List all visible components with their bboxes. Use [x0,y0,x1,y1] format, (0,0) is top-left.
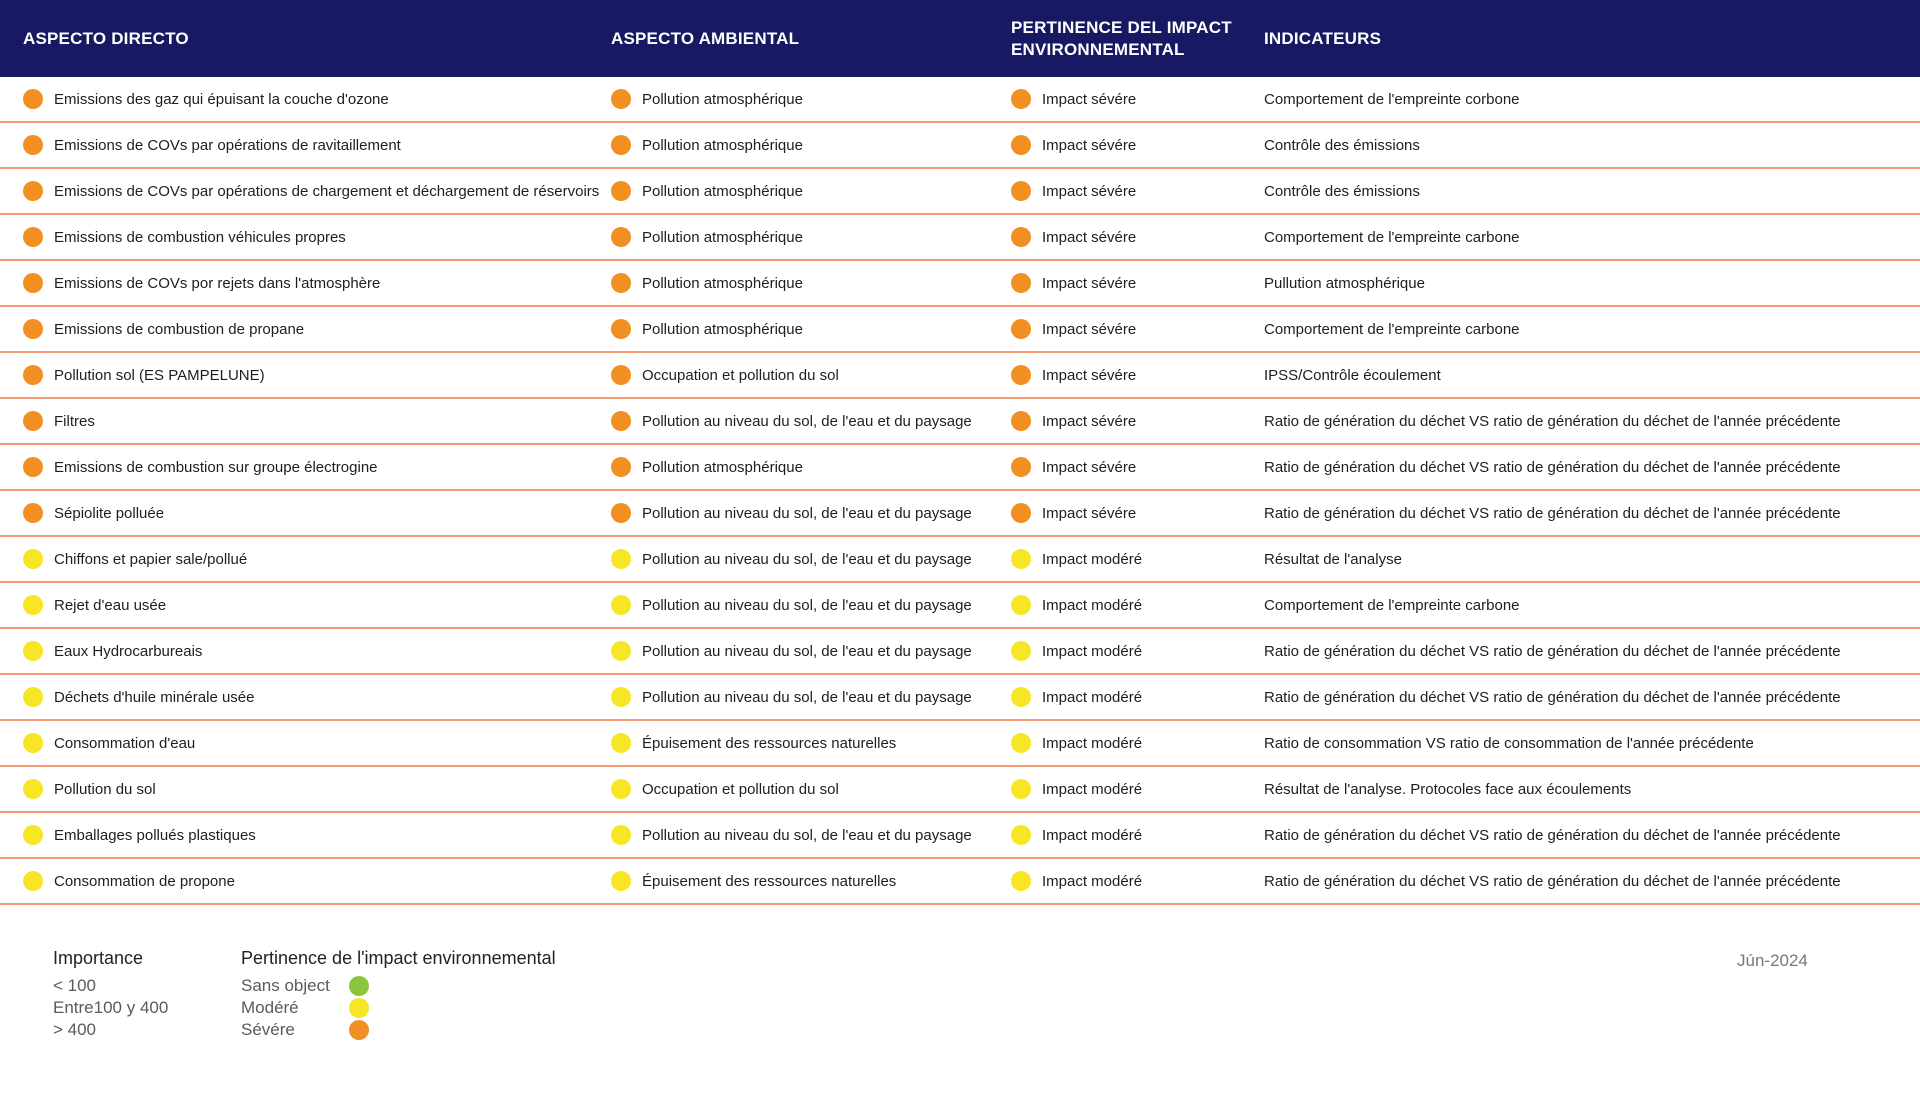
table-row [0,583,1920,629]
cell-aspecto-directo-text: Consommation de propone [54,872,235,890]
legend-pertinence-item [241,975,556,997]
cell-aspecto-directo [0,871,611,891]
cell-indicateur-text: Contrôle des émissions [1264,136,1420,154]
orange-dot-icon [1011,365,1031,385]
cell-pertinence [1011,181,1264,201]
table-row [0,169,1920,215]
legend-importance-item: < 100 [53,976,97,995]
yellow-dot-icon [23,549,43,569]
cell-indicateur [1264,735,1920,752]
yellow-dot-icon [1011,871,1031,891]
cell-pertinence [1011,273,1264,293]
cell-aspecto-directo [0,365,611,385]
cell-aspecto-ambiental [611,319,1011,339]
cell-pertinence-text: Impact sévére [1042,412,1137,430]
cell-indicateur [1264,137,1920,154]
cell-aspecto-directo [0,641,611,661]
cell-pertinence [1011,733,1264,753]
cell-aspecto-directo-text: Pollution du sol [54,780,156,798]
cell-indicateur-text: Résultat de l'analyse [1264,550,1402,568]
orange-dot-icon [1011,181,1031,201]
orange-dot-icon [611,365,631,385]
cell-aspecto-directo-text: Emballages pollués plastiques [54,826,256,844]
orange-dot-icon [611,503,631,523]
table-row [0,445,1920,491]
cell-indicateur [1264,827,1920,844]
orange-dot-icon [1011,135,1031,155]
yellow-dot-icon [611,549,631,569]
cell-pertinence [1011,503,1264,523]
cell-aspecto-ambiental [611,641,1011,661]
legend-importance-title: Importance [53,948,144,968]
cell-pertinence [1011,871,1264,891]
table-body [0,77,1920,905]
cell-aspecto-ambiental-text: Occupation et pollution du sol [642,780,839,798]
orange-dot-icon [349,1020,369,1040]
cell-aspecto-ambiental [611,687,1011,707]
cell-aspecto-ambiental-text: Épuisement des ressources naturelles [642,734,897,752]
table-row [0,307,1920,353]
cell-aspecto-directo-text: Pollution sol (ES PAMPELUNE) [54,366,265,384]
yellow-dot-icon [23,595,43,615]
yellow-dot-icon [1011,641,1031,661]
orange-dot-icon [23,503,43,523]
cell-indicateur-text: Résultat de l'analyse. Protocoles face aux écoulements [1264,780,1632,798]
cell-aspecto-ambiental [611,135,1011,155]
cell-indicateur-text: Comportement de l'empreinte carbone [1264,228,1520,246]
yellow-dot-icon [1011,825,1031,845]
cell-aspecto-directo-text: Rejet d'eau usée [54,596,167,614]
cell-indicateur [1264,597,1920,614]
cell-aspecto-directo [0,457,611,477]
cell-aspecto-ambiental-text: Pollution atmosphérique [642,90,803,108]
cell-indicateur-text: Comportement de l'empreinte corbone [1264,90,1520,108]
cell-aspecto-directo [0,733,611,753]
cell-aspecto-ambiental-text: Pollution atmosphérique [642,136,803,154]
cell-aspecto-ambiental [611,411,1011,431]
orange-dot-icon [611,227,631,247]
cell-aspecto-ambiental [611,779,1011,799]
cell-indicateur [1264,183,1920,200]
orange-dot-icon [611,181,631,201]
cell-pertinence-text: Impact modéré [1042,872,1143,890]
orange-dot-icon [611,135,631,155]
table-row [0,261,1920,307]
cell-indicateur-text: Ratio de consommation VS ratio de consommation de l'année précédente [1264,734,1754,752]
cell-aspecto-directo-text: Emissions de combustion sur groupe électrogine [54,458,378,476]
cell-pertinence-text: Impact sévére [1042,320,1137,338]
yellow-dot-icon [1011,595,1031,615]
cell-aspecto-directo-text: Emissions de combustion de propane [54,320,305,338]
cell-indicateur [1264,91,1920,108]
cell-aspecto-ambiental [611,227,1011,247]
cell-aspecto-directo [0,319,611,339]
yellow-dot-icon [23,687,43,707]
cell-aspecto-ambiental-text: Pollution au niveau du sol, de l'eau et du paysage [642,642,972,660]
cell-aspecto-ambiental-text: Pollution au niveau du sol, de l'eau et du paysage [642,412,972,430]
cell-indicateur [1264,873,1920,890]
cell-indicateur [1264,551,1920,568]
cell-aspecto-directo [0,135,611,155]
cell-aspecto-directo-text: Emissions des gaz qui épuisant la couche d'ozone [54,90,389,108]
orange-dot-icon [611,411,631,431]
cell-aspecto-directo [0,687,611,707]
cell-indicateur-text: Ratio de génération du déchet VS ratio de génération du déchet de l'année précédente [1264,826,1841,844]
cell-pertinence-text: Impact modéré [1042,734,1143,752]
table-row [0,399,1920,445]
header-indicateurs: INDICATEURS [1264,28,1382,48]
orange-dot-icon [23,411,43,431]
report-date: Jún-2024 [1737,951,1808,970]
cell-aspecto-ambiental [611,825,1011,845]
cell-aspecto-directo [0,89,611,109]
cell-pertinence-text: Impact modéré [1042,826,1143,844]
cell-indicateur-text: Comportement de l'empreinte carbone [1264,596,1520,614]
orange-dot-icon [23,181,43,201]
cell-aspecto-ambiental [611,457,1011,477]
cell-indicateur [1264,643,1920,660]
cell-indicateur [1264,229,1920,246]
yellow-dot-icon [23,871,43,891]
cell-aspecto-directo [0,595,611,615]
cell-aspecto-directo [0,825,611,845]
cell-pertinence [1011,687,1264,707]
header-pertinence-line1: PERTINENCE DEL IMPACT [1011,17,1232,37]
table-row [0,353,1920,399]
yellow-dot-icon [349,998,369,1018]
cell-aspecto-ambiental-text: Pollution atmosphérique [642,458,803,476]
cell-indicateur [1264,367,1920,384]
cell-pertinence-text: Impact sévére [1042,458,1137,476]
cell-aspecto-ambiental [611,365,1011,385]
cell-indicateur [1264,321,1920,338]
cell-aspecto-ambiental-text: Pollution au niveau du sol, de l'eau et du paysage [642,826,972,844]
cell-indicateur [1264,689,1920,706]
cell-pertinence [1011,825,1264,845]
yellow-dot-icon [23,641,43,661]
cell-indicateur-text: Ratio de génération du déchet VS ratio de génération du déchet de l'année précédente [1264,412,1841,430]
cell-indicateur-text: Comportement de l'empreinte carbone [1264,320,1520,338]
cell-pertinence-text: Impact modéré [1042,596,1143,614]
legend-importance-item: > 400 [53,1020,97,1039]
legend-pertinence-label: Modéré [241,998,299,1017]
table-row [0,77,1920,123]
orange-dot-icon [611,457,631,477]
orange-dot-icon [611,89,631,109]
yellow-dot-icon [23,779,43,799]
orange-dot-icon [1011,273,1031,293]
cell-pertinence-text: Impact sévére [1042,136,1137,154]
cell-pertinence [1011,457,1264,477]
cell-indicateur-text: Ratio de génération du déchet VS ratio de génération du déchet de l'année précédente [1264,688,1841,706]
cell-aspecto-directo-text: Emissions de combustion véhicules propres [54,228,346,246]
cell-aspecto-ambiental-text: Pollution au niveau du sol, de l'eau et du paysage [642,550,972,568]
legend-pertinence [241,948,556,1041]
cell-indicateur-text: Ratio de génération du déchet VS ratio de génération du déchet de l'année précédente [1264,642,1841,660]
cell-pertinence-text: Impact sévére [1042,504,1137,522]
cell-pertinence-text: Impact modéré [1042,550,1143,568]
orange-dot-icon [1011,503,1031,523]
cell-aspecto-directo [0,227,611,247]
orange-dot-icon [23,135,43,155]
table-header [0,0,1920,77]
cell-aspecto-ambiental-text: Pollution atmosphérique [642,320,803,338]
header-aspecto-directo: ASPECTO DIRECTO [23,28,189,48]
header-pertinence [1011,17,1264,61]
cell-indicateur-text: IPSS/Contrôle écoulement [1264,366,1441,384]
legend-pertinence-title: Pertinence de l'impact environnemental [241,948,556,968]
orange-dot-icon [23,273,43,293]
cell-aspecto-ambiental-text: Pollution atmosphérique [642,182,803,200]
cell-aspecto-ambiental [611,89,1011,109]
legend-importance [53,948,168,1041]
cell-pertinence-text: Impact modéré [1042,688,1143,706]
cell-aspecto-ambiental [611,181,1011,201]
cell-indicateur [1264,413,1920,430]
cell-aspecto-directo [0,181,611,201]
cell-pertinence [1011,779,1264,799]
cell-aspecto-directo [0,411,611,431]
legend-pertinence-label: Sans object [241,976,330,995]
yellow-dot-icon [1011,779,1031,799]
orange-dot-icon [611,273,631,293]
table-row [0,215,1920,261]
cell-aspecto-ambiental [611,595,1011,615]
table-row [0,629,1920,675]
orange-dot-icon [23,457,43,477]
cell-pertinence [1011,595,1264,615]
table-row [0,813,1920,859]
cell-aspecto-directo-text: Sépiolite polluée [54,504,165,522]
cell-pertinence-text: Impact sévére [1042,182,1137,200]
yellow-dot-icon [611,825,631,845]
cell-pertinence-text: Impact modéré [1042,642,1143,660]
cell-aspecto-ambiental-text: Pollution atmosphérique [642,228,803,246]
cell-indicateur-text: Ratio de génération du déchet VS ratio de génération du déchet de l'année précédente [1264,872,1841,890]
cell-indicateur [1264,275,1920,292]
cell-aspecto-ambiental-text: Pollution au niveau du sol, de l'eau et du paysage [642,688,972,706]
orange-dot-icon [1011,457,1031,477]
cell-aspecto-ambiental-text: Pollution au niveau du sol, de l'eau et du paysage [642,504,972,522]
cell-aspecto-directo [0,549,611,569]
cell-pertinence [1011,227,1264,247]
legend-pertinence-label: Sévére [241,1020,295,1039]
cell-indicateur-text: Contrôle des émissions [1264,182,1420,200]
cell-pertinence [1011,365,1264,385]
orange-dot-icon [23,89,43,109]
orange-dot-icon [1011,411,1031,431]
yellow-dot-icon [1011,733,1031,753]
yellow-dot-icon [611,595,631,615]
cell-pertinence [1011,319,1264,339]
orange-dot-icon [23,365,43,385]
table-row [0,675,1920,721]
orange-dot-icon [1011,227,1031,247]
yellow-dot-icon [1011,549,1031,569]
cell-aspecto-directo-text: Filtres [54,412,95,430]
cell-indicateur [1264,459,1920,476]
legend-importance-item: Entre100 y 400 [53,998,169,1017]
cell-indicateur [1264,781,1920,798]
cell-pertinence [1011,549,1264,569]
yellow-dot-icon [611,779,631,799]
cell-pertinence-text: Impact sévére [1042,228,1137,246]
cell-pertinence-text: Impact sévére [1042,90,1137,108]
legend-pertinence-item [241,1019,556,1041]
cell-pertinence-text: Impact sévére [1042,274,1137,292]
orange-dot-icon [1011,89,1031,109]
table-row [0,491,1920,537]
cell-pertinence [1011,135,1264,155]
cell-indicateur-text: Ratio de génération du déchet VS ratio de génération du déchet de l'année précédente [1264,458,1841,476]
cell-aspecto-ambiental [611,733,1011,753]
cell-aspecto-directo-text: Emissions de COVs par opérations de ravitaillement [54,136,401,154]
table-row [0,123,1920,169]
cell-pertinence-text: Impact sévére [1042,366,1137,384]
yellow-dot-icon [611,733,631,753]
orange-dot-icon [23,227,43,247]
header-aspecto-ambiental: ASPECTO AMBIENTAL [611,28,800,48]
cell-aspecto-directo [0,273,611,293]
cell-indicateur [1264,505,1920,522]
cell-aspecto-ambiental [611,503,1011,523]
cell-pertinence [1011,641,1264,661]
yellow-dot-icon [611,641,631,661]
cell-aspecto-directo [0,779,611,799]
cell-pertinence-text: Impact modéré [1042,780,1143,798]
cell-aspecto-ambiental [611,871,1011,891]
green-dot-icon [349,976,369,996]
cell-aspecto-directo-text: Déchets d'huile minérale usée [54,688,255,706]
cell-aspecto-ambiental-text: Pollution atmosphérique [642,274,803,292]
cell-aspecto-directo-text: Emissions de COVs par opérations de chargement et déchargement de réservoirs [54,182,600,200]
table-row [0,767,1920,813]
cell-aspecto-directo-text: Consommation d'eau [54,734,196,752]
legend-pertinence-item [241,997,556,1019]
cell-aspecto-ambiental-text: Occupation et pollution du sol [642,366,839,384]
table-row [0,721,1920,767]
orange-dot-icon [1011,319,1031,339]
yellow-dot-icon [611,687,631,707]
yellow-dot-icon [1011,687,1031,707]
yellow-dot-icon [23,733,43,753]
cell-aspecto-ambiental-text: Épuisement des ressources naturelles [642,872,897,890]
table-row [0,859,1920,905]
header-pertinence-line2: ENVIRONNEMENTAL [1011,39,1185,59]
table-row [0,537,1920,583]
cell-aspecto-directo-text: Emissions de COVs por rejets dans l'atmosphère [54,274,381,292]
cell-aspecto-ambiental [611,549,1011,569]
cell-aspecto-directo-text: Chiffons et papier sale/pollué [54,550,248,568]
yellow-dot-icon [23,825,43,845]
cell-pertinence [1011,411,1264,431]
cell-aspecto-directo-text: Eaux Hydrocarbureais [54,642,203,660]
cell-indicateur-text: Ratio de génération du déchet VS ratio de génération du déchet de l'année précédente [1264,504,1841,522]
orange-dot-icon [611,319,631,339]
cell-pertinence [1011,89,1264,109]
cell-indicateur-text: Pullution atmosphérique [1264,274,1425,292]
cell-aspecto-directo [0,503,611,523]
cell-aspecto-ambiental-text: Pollution au niveau du sol, de l'eau et du paysage [642,596,972,614]
orange-dot-icon [23,319,43,339]
yellow-dot-icon [611,871,631,891]
cell-aspecto-ambiental [611,273,1011,293]
